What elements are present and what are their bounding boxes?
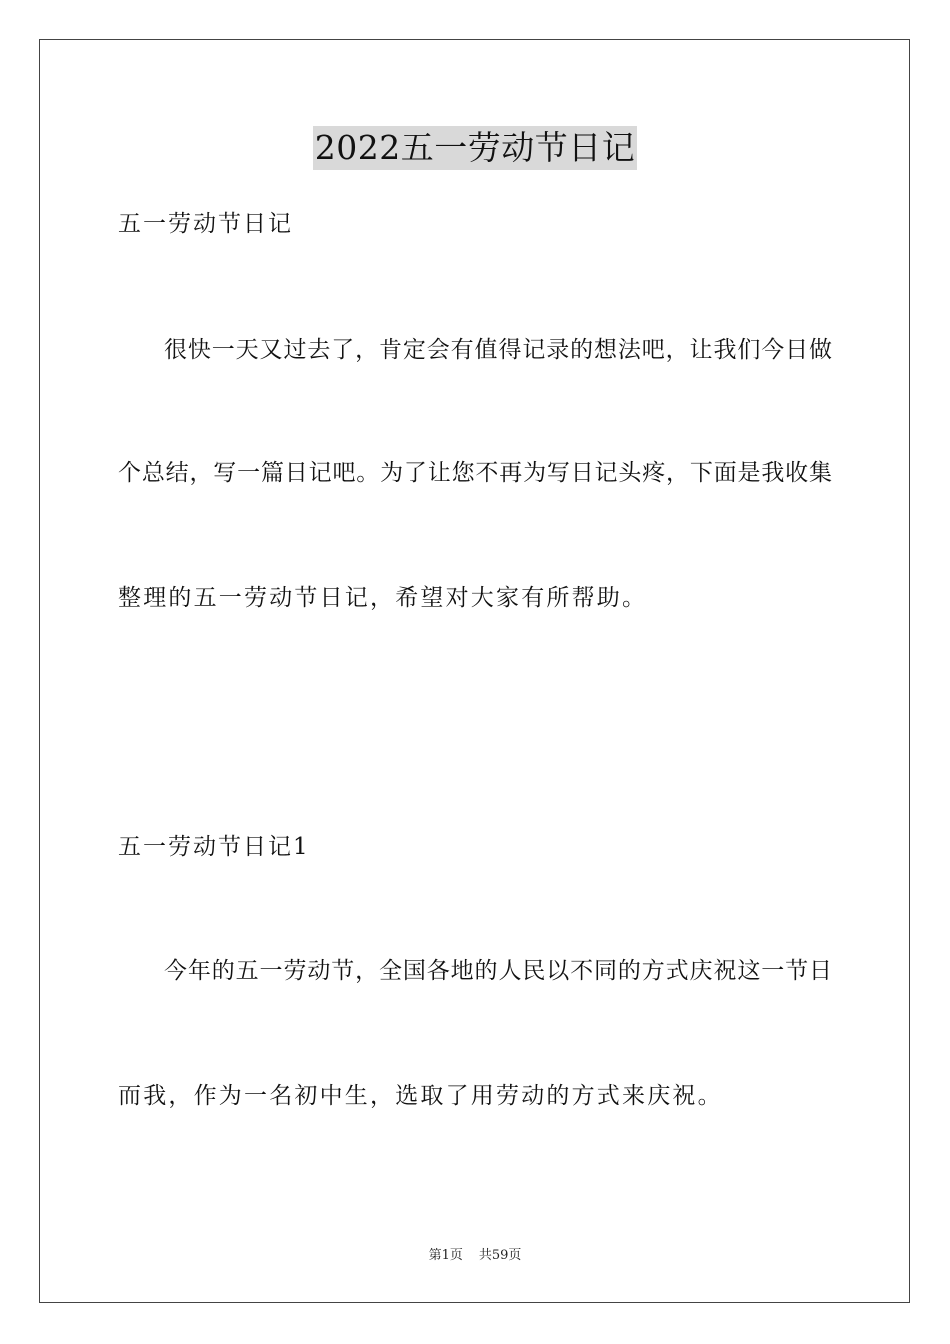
page-total: 共59页 (478, 1248, 522, 1263)
section-heading: 五一劳动节日记1 (118, 834, 310, 860)
section-line-1: 今年的五一劳动节，全国各地的人民以不同的方式庆祝这一节日 (164, 958, 832, 984)
document-title-block (0, 126, 950, 170)
section-line-2: 而我，作为一名初中生，选取了用劳动的方式来庆祝。 (118, 1083, 723, 1109)
document-title: 2022五一劳动节日记 (313, 126, 637, 170)
intro-line-2: 个总结，写一篇日记吧。为了让您不再为写日记头疼，下面是我收集 (118, 460, 832, 486)
page-footer (0, 1247, 950, 1265)
intro-line-3: 整理的五一劳动节日记，希望对大家有所帮助。 (118, 585, 648, 611)
document-heading: 五一劳动节日记 (118, 211, 293, 237)
intro-line-1: 很快一天又过去了，肯定会有值得记录的想法吧，让我们今日做 (164, 337, 832, 363)
page-number: 第1页 (428, 1248, 463, 1263)
